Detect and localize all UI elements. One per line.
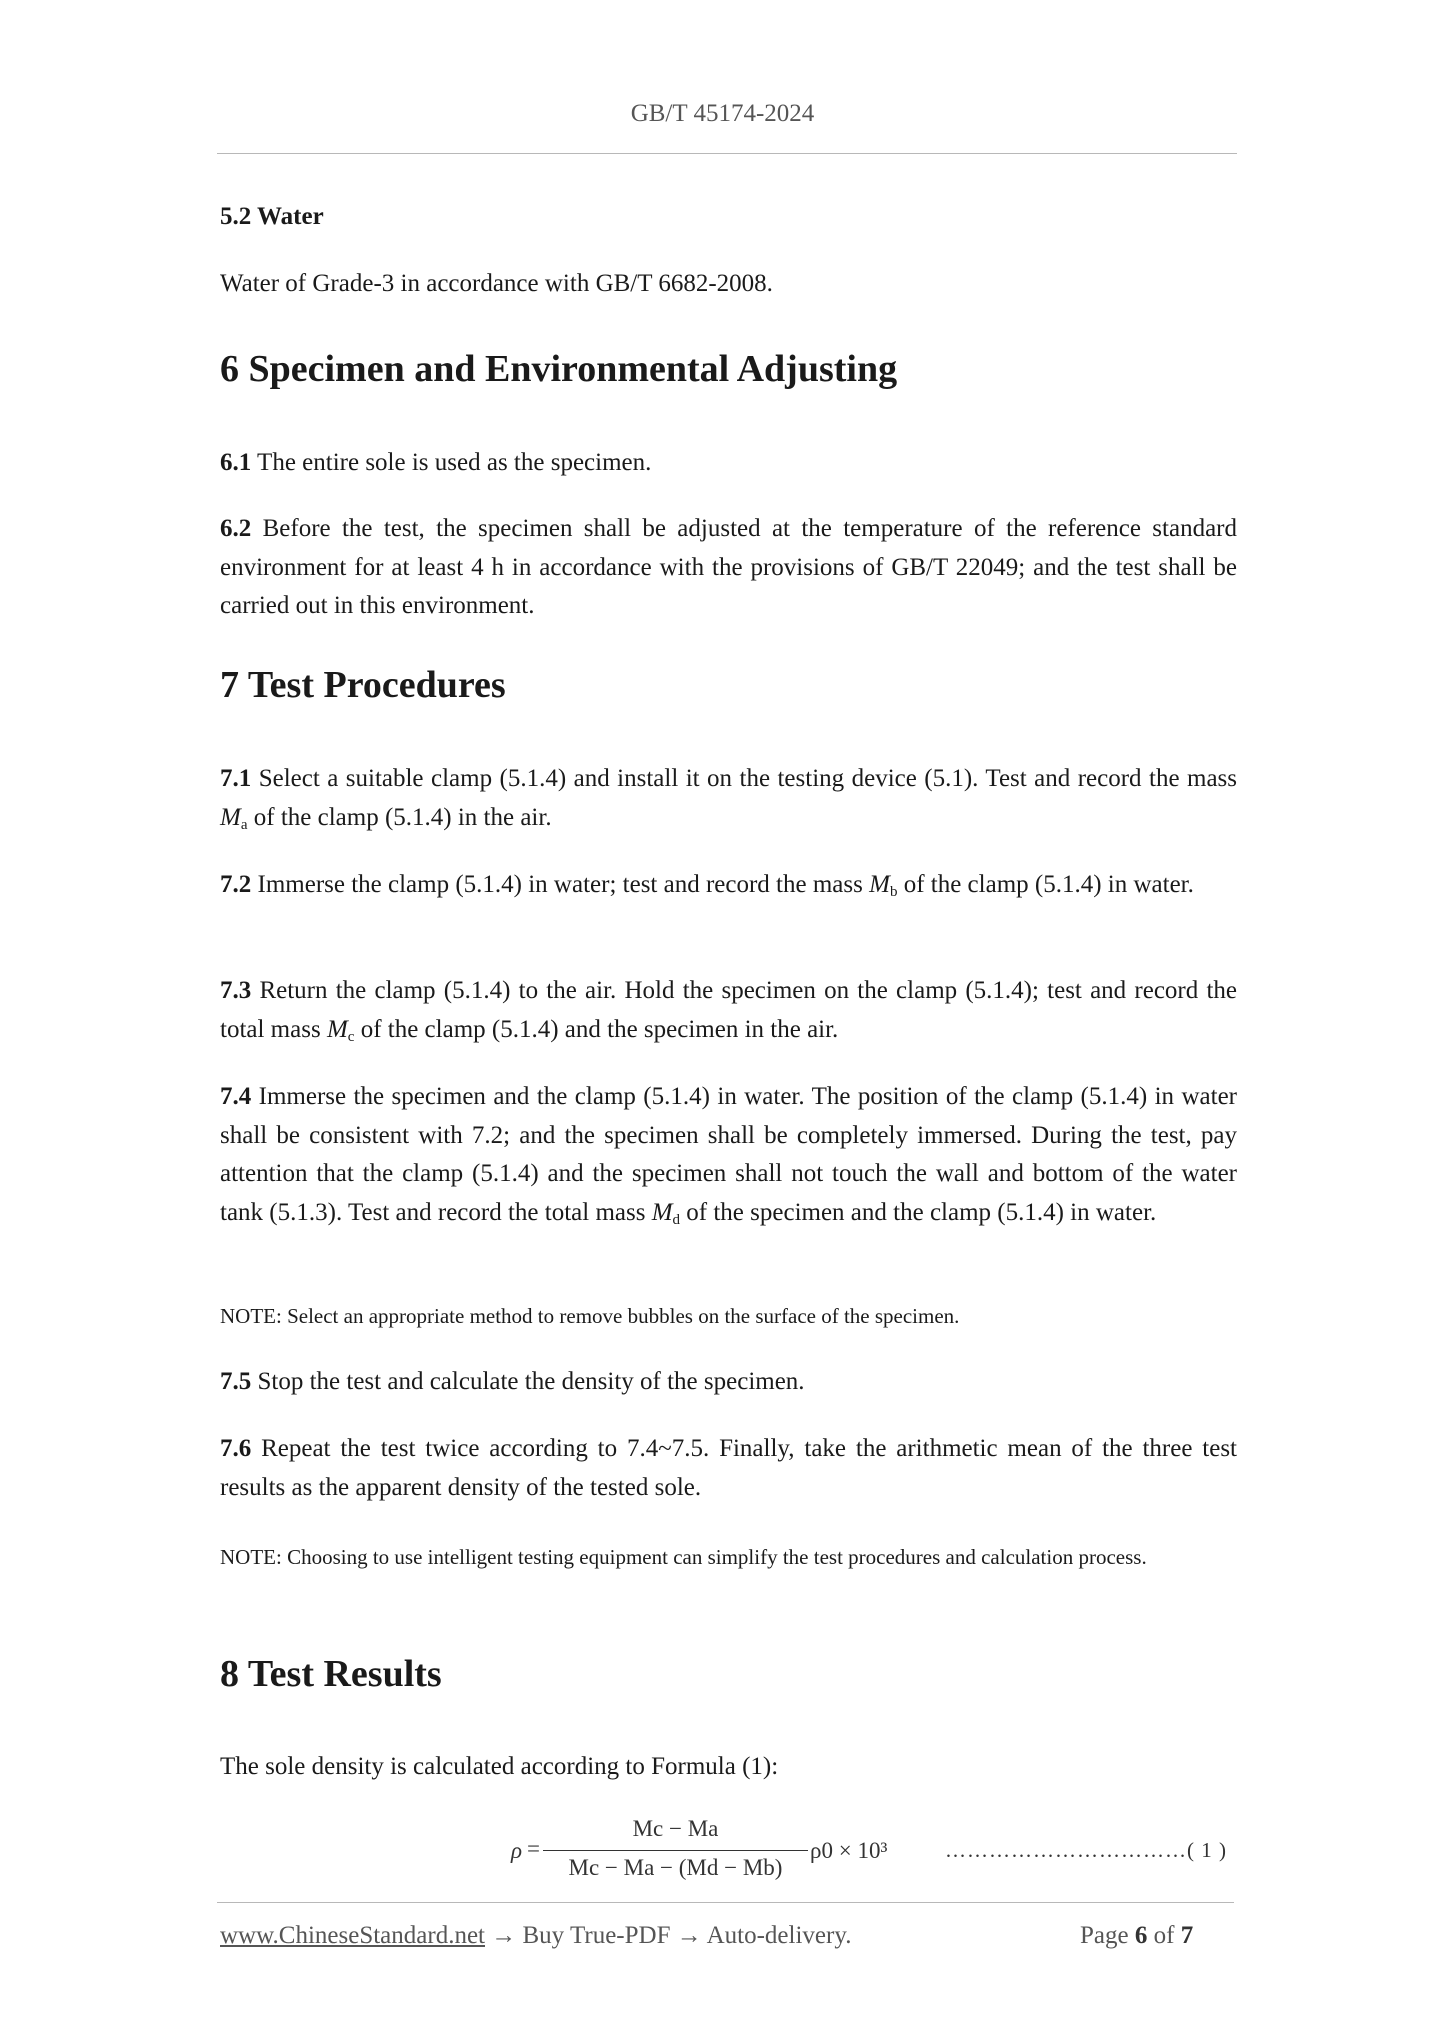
footer-promo-text: → Buy True-PDF → Auto-delivery. xyxy=(485,1922,852,1949)
note-intelligent-equipment: NOTE: Choosing to use intelligent testing equipment can simplify the test procedures and calculation process. xyxy=(220,1545,1147,1569)
paragraph-5-2: Water of Grade-3 in accordance with GB/T 6682-2008. xyxy=(220,270,773,297)
clause-number: 7.4 xyxy=(220,1083,252,1110)
footer-divider xyxy=(217,1902,1234,1903)
fraction-bar xyxy=(543,1850,808,1851)
paragraph-6-1 xyxy=(220,444,1237,483)
clause-text: of the clamp (5.1.4) and the specimen in the air. xyxy=(354,1015,839,1043)
clause-text: Before the test, the specimen shall be adjusted at the temperature of the reference standard environment for at least 4 h in accordance with the provisions of GB/T 22049; and the test shall be carried out in this environment. xyxy=(220,515,1237,619)
clause-text: Select a suitable clamp (5.1.4) and install it on the testing device (5.1). Test and record the mass xyxy=(251,765,1237,792)
clause-number: 7.6 xyxy=(220,1435,252,1462)
paragraph-7-4 xyxy=(220,1078,1237,1239)
clause-text: Return the clamp (5.1.4) to the air. Hold the specimen on the clamp (5.1.4); test and record the total mass xyxy=(220,977,1237,1043)
formula-lhs: ρ xyxy=(511,1838,523,1863)
subscript: a xyxy=(240,816,248,833)
page-header: GB/T 45174-2024 xyxy=(630,100,815,127)
clause-number: 6.1 xyxy=(220,449,252,476)
formula-equals: = xyxy=(527,1836,540,1861)
of-label: of xyxy=(1147,1922,1181,1949)
variable: M xyxy=(651,1198,673,1226)
subscript: b xyxy=(889,884,898,900)
heading-section-8: 8 Test Results xyxy=(220,1653,442,1695)
variable: M xyxy=(869,871,890,898)
footer-promo xyxy=(220,1922,851,1950)
clause-text: Repeat the test twice according to 7.4~7.5. Finally, take the arithmetic mean of the three test results as the apparent density of the tested sole. xyxy=(220,1435,1237,1501)
heading-section-7: 7 Test Procedures xyxy=(220,664,506,706)
current-page: 6 xyxy=(1134,1922,1148,1949)
header-divider xyxy=(217,153,1237,154)
formula-tail: ρ0 × 10³ xyxy=(810,1838,888,1863)
clause-text: of the specimen and the clamp (5.1.4) in water. xyxy=(680,1198,1157,1226)
variable: M xyxy=(326,1015,348,1043)
clause-number: 7.5 xyxy=(220,1368,252,1395)
clause-number: 7.2 xyxy=(220,871,252,898)
clause-text: Immerse the specimen and the clamp (5.1.4) in water. The position of the clamp (5.1.4) in water shall be consistent with 7.2; and the specimen shall be completely immersed. During the test, pay attention that the clamp (5.1.4) and the specimen shall not touch the wall and bottom of the water tank (5.1.3). Test and record the total mass xyxy=(220,1083,1237,1226)
clause-text: Stop the test and calculate the density of the specimen. xyxy=(251,1368,805,1395)
clause-text: The entire sole is used as the specimen. xyxy=(251,449,652,476)
paragraph-7-5 xyxy=(220,1363,1237,1402)
formula-denominator: Mc − Ma − (Md − Mb) xyxy=(568,1855,783,1880)
formula-1 xyxy=(505,1810,905,1890)
site-link[interactable]: www.ChineseStandard.net xyxy=(220,1922,485,1949)
note-bubbles: NOTE: Select an appropriate method to remove bubbles on the surface of the specimen. xyxy=(220,1304,960,1328)
clause-text: of the clamp (5.1.4) in the air. xyxy=(247,803,552,831)
subscript: d xyxy=(672,1211,681,1228)
paragraph-7-6 xyxy=(220,1430,1237,1507)
total-pages: 7 xyxy=(1180,1922,1194,1949)
clause-text: Immerse the clamp (5.1.4) in water; test and record the mass xyxy=(251,871,870,898)
paragraph-7-3 xyxy=(220,972,1237,1056)
clause-number: 7.1 xyxy=(220,765,252,792)
heading-5-2: 5.2 Water xyxy=(220,203,324,230)
heading-section-6: 6 Specimen and Environmental Adjusting xyxy=(220,348,898,390)
formula-numerator: Mc − Ma xyxy=(632,1816,719,1841)
formula-number: ……………………………( 1 ) xyxy=(945,1838,1227,1862)
paragraph-7-1 xyxy=(220,760,1237,844)
variable: M xyxy=(220,803,241,831)
paragraph-6-2 xyxy=(220,510,1237,626)
subscript: c xyxy=(347,1028,355,1045)
paragraph-8-intro: The sole density is calculated according to Formula (1): xyxy=(220,1753,779,1780)
paragraph-7-2 xyxy=(220,866,1237,912)
clause-number: 7.3 xyxy=(220,977,252,1004)
page-label: Page xyxy=(1080,1922,1135,1949)
clause-text: of the clamp (5.1.4) in water. xyxy=(897,871,1194,898)
page-number xyxy=(1080,1922,1193,1950)
clause-number: 6.2 xyxy=(220,515,252,542)
